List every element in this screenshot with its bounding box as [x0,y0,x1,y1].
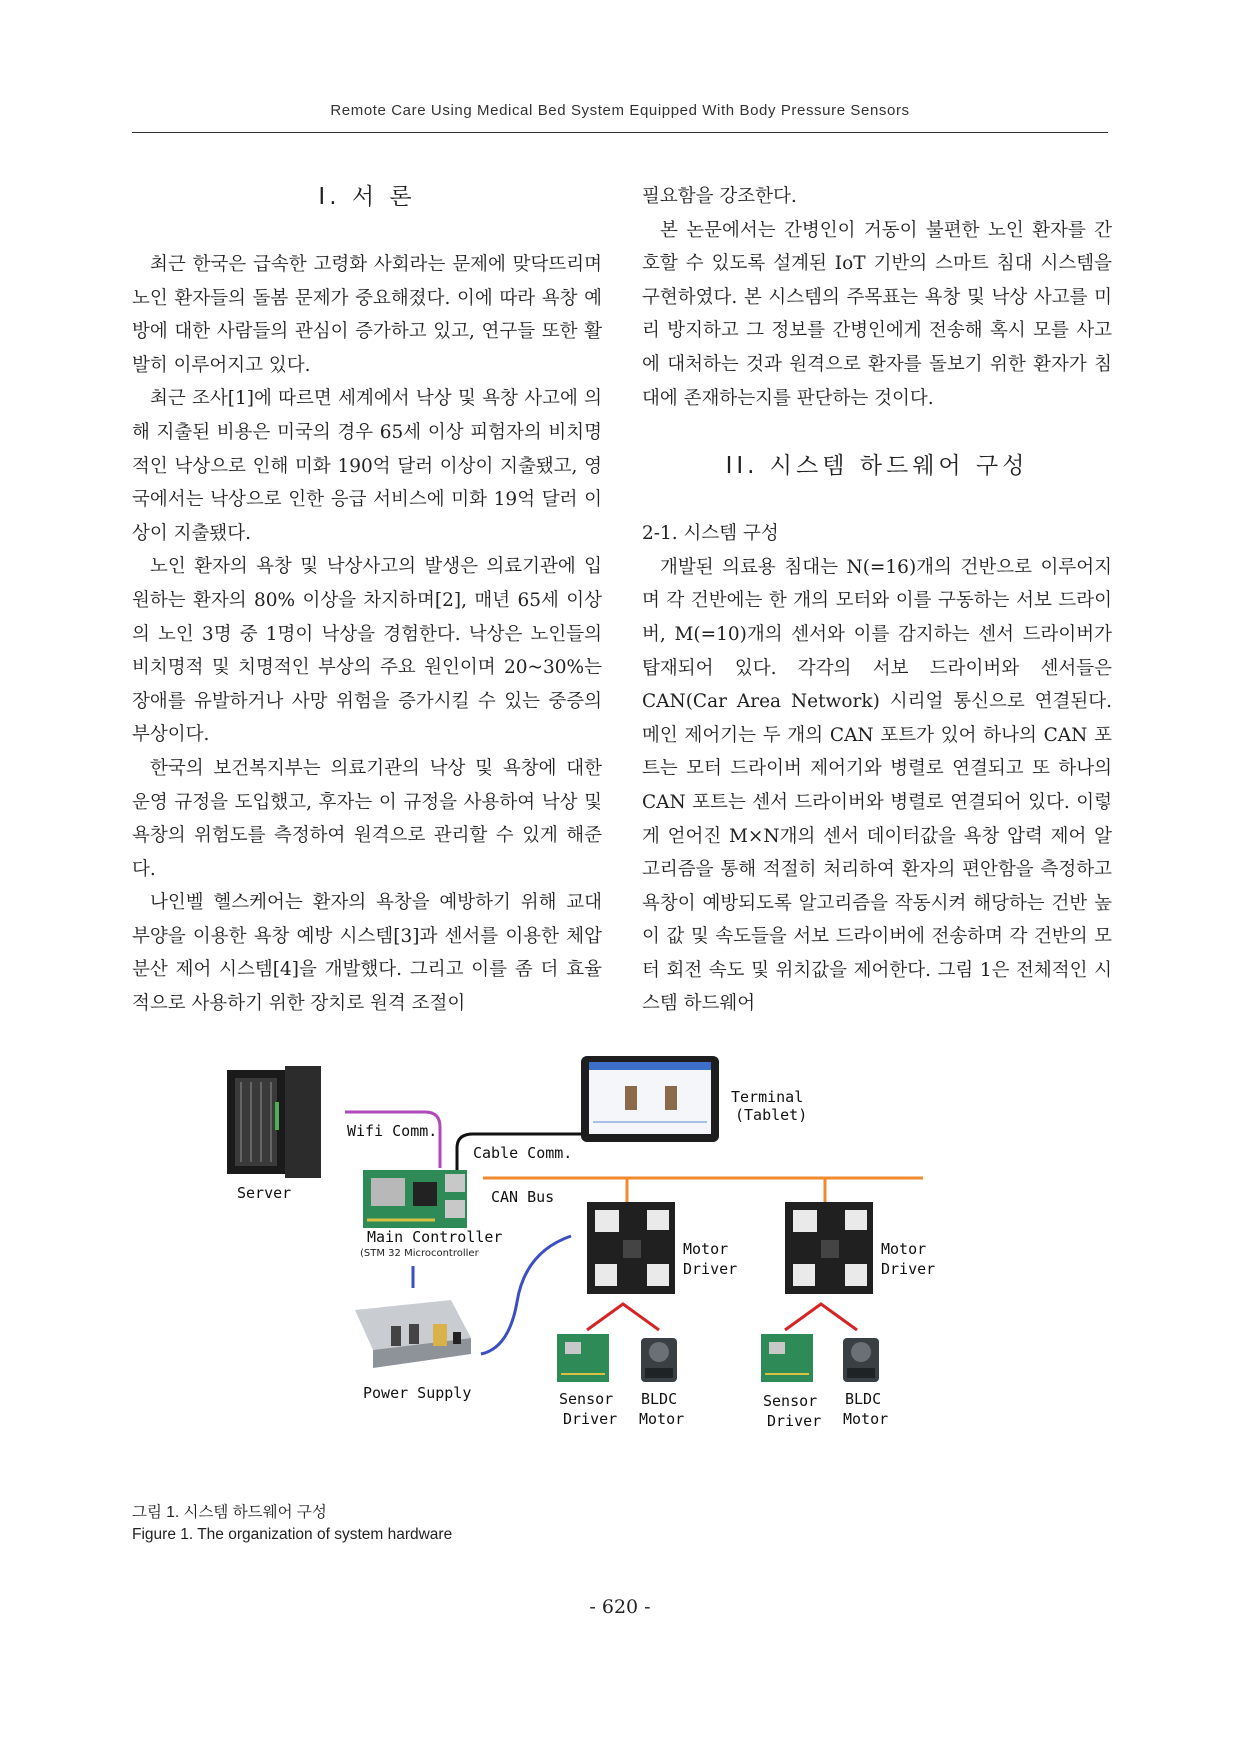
tablet-label: (Tablet) [735,1106,808,1124]
wifi-label: Wifi Comm. [347,1122,438,1140]
cable-label: Cable Comm. [473,1144,573,1162]
motor-driver-icon [587,1202,675,1294]
bldc-motor-icon [641,1338,677,1382]
section-title-introduction: I. 서 론 [318,184,416,210]
main-controller-icon [363,1170,467,1228]
bldc-motor-icon [843,1338,879,1382]
paragraph: 노인 환자의 욕창 및 낙상사고의 발생은 의료기관에 입원하는 환자의 80% 이상을 차지하며[2], 매년 65세 이상의 노인 3명 중 1명이 낙상을 경험한다. 낙상은 노인들의 비치명적 및 치명적인 부상의 주요 원인이며 20~30%는 장애를 유발하거나 사망 위험을 증가시킬 수 있는 중증의 부상이다. [132,556,602,746]
sensor-driver-label: Sensor [763,1392,818,1410]
bldc-motor-label: BLDC [641,1390,678,1408]
sensor-driver-icon [761,1334,813,1382]
paragraph: 본 논문에서는 간병인이 거동이 불편한 노인 환자를 간호할 수 있도록 설계된 IoT 기반의 스마트 침대 시스템을 구현하였다. 본 시스템의 주목표는 욕창 및 낙상 사고를 미리 방지하고 그 정보를 간병인에게 전송해 혹시 모를 사고에 대처하는 것과 원격으로 환자를 돌보기 위한 환자가 침대에 존재하는지를 판단하는 것이다. [642,219,1112,409]
paragraph: 나인벨 헬스케어는 환자의 욕창을 예방하기 위해 교대 부양을 이용한 욕창 예방 시스템[3]과 센서를 이용한 체압 분산 제어 시스템[4]을 개발했다. 그리고 이를 좀 더 효율적으로 사용하기 위한 장치로 원격 조절이 [132,892,602,1015]
bldc-motor-label: BLDC [845,1390,882,1408]
main-controller-label: Main Controller [367,1228,503,1246]
split-line [587,1304,659,1330]
bldc-motor-label: Motor [639,1410,685,1428]
motor-driver-label: Driver [881,1260,936,1278]
power-supply-icon [355,1300,471,1368]
can-bus-label: CAN Bus [491,1188,555,1206]
server-label: Server [237,1184,292,1202]
paragraph: 최근 한국은 급속한 고령화 사회라는 문제에 맞닥뜨리며 노인 환자들의 돌봄 문제가 중요해졌다. 이에 따라 욕창 예방에 대한 사람들의 관심이 증가하고 있고, 연구들 또한 활발히 이루어지고 있다. [132,254,602,376]
main-controller-sublabel: (STM 32 Microcontroller [360,1248,479,1259]
sensor-driver-icon [557,1334,609,1382]
right-column [642,180,1112,1021]
section-title-hardware: II. 시스템 하드웨어 구성 [725,453,1029,480]
caption-korean: 그림 1. 시스템 하드웨어 구성 [132,1504,327,1521]
paragraph: 한국의 보건복지부는 의료기관의 낙상 및 욕창에 대한 운영 규정을 도입했고, 후자는 이 규정을 사용하여 낙상 및 욕창의 위험도를 측정하여 원격으로 관리할 수 있게 해준다. [132,757,602,880]
tablet-icon [581,1056,719,1142]
subsection-title: 2-1. 시스템 구성 [642,523,779,545]
paragraph-continuation: 필요함을 강조한다. [642,186,797,207]
sensor-driver-label: Sensor [559,1390,614,1408]
page-number: - 620 - [589,1596,651,1618]
motor-driver-label: Motor [683,1240,729,1258]
terminal-label: Terminal [731,1088,804,1106]
power-supply-label: Power Supply [363,1384,472,1402]
caption-english: Figure 1. The organization of system hardware [132,1526,453,1543]
sensor-driver-label: Driver [767,1412,822,1430]
wifi-line [345,1112,440,1168]
motor-driver-icon [785,1202,873,1294]
left-column [132,180,602,1021]
figure-system-hardware [195,1052,1045,1492]
motor-driver-label: Driver [683,1260,738,1278]
figure-caption [132,1502,452,1546]
running-header: Remote Care Using Medical Bed System Equipped With Body Pressure Sensors [330,102,910,119]
paragraph: 최근 조사[1]에 따르면 세계에서 낙상 및 욕창 사고에 의해 지출된 비용은 미국의 경우 65세 이상 피험자의 비치명적인 낙상으로 인해 미화 190억 달러 이상이 지출됐고, 영국에서는 낙상으로 인한 응급 서비스에 미화 19억 달러 이상이 지출됐다. [132,388,602,544]
motor-driver-label: Motor [881,1240,927,1258]
sensor-driver-label: Driver [563,1410,618,1428]
split-line [785,1304,857,1330]
server-icon [227,1066,321,1178]
header-rule [132,132,1108,133]
bldc-motor-label: Motor [843,1410,889,1428]
paragraph: 개발된 의료용 침대는 N(=16)개의 건반으로 이루어지며 각 건반에는 한 개의 모터와 이를 구동하는 서보 드라이버, M(=10)개의 센서와 이를 감지하는 센서 드라이버가 탑재되어 있다. 각각의 서보 드라이버와 센서들은 CAN(Car Area Network) 시리얼 통신으로 연결된다. 메인 제어기는 두 개의 CAN 포트가 있어 하나의 CAN 포트는 모터 드라이버 제어기와 병렬로 연결되고 또 하나의 CAN 포트는 센서 드라이버와 병렬로 연결되어 있다. 이렇게 얻어진 M×N개의 센서 데이터값을 욕창 압력 제어 알고리즘을 통해 적절히 처리하여 환자의 편안함을 측정하고 욕창이 예방되도록 알고리즘을 작동시켜 해당하는 건반 높이 값 및 속도들을 서보 드라이버에 전송하며 각 건반의 모터 회전 속도 및 위치값을 제어한다. 그림 1은 전체적인 시스템 하드웨어 [642,556,1112,1015]
